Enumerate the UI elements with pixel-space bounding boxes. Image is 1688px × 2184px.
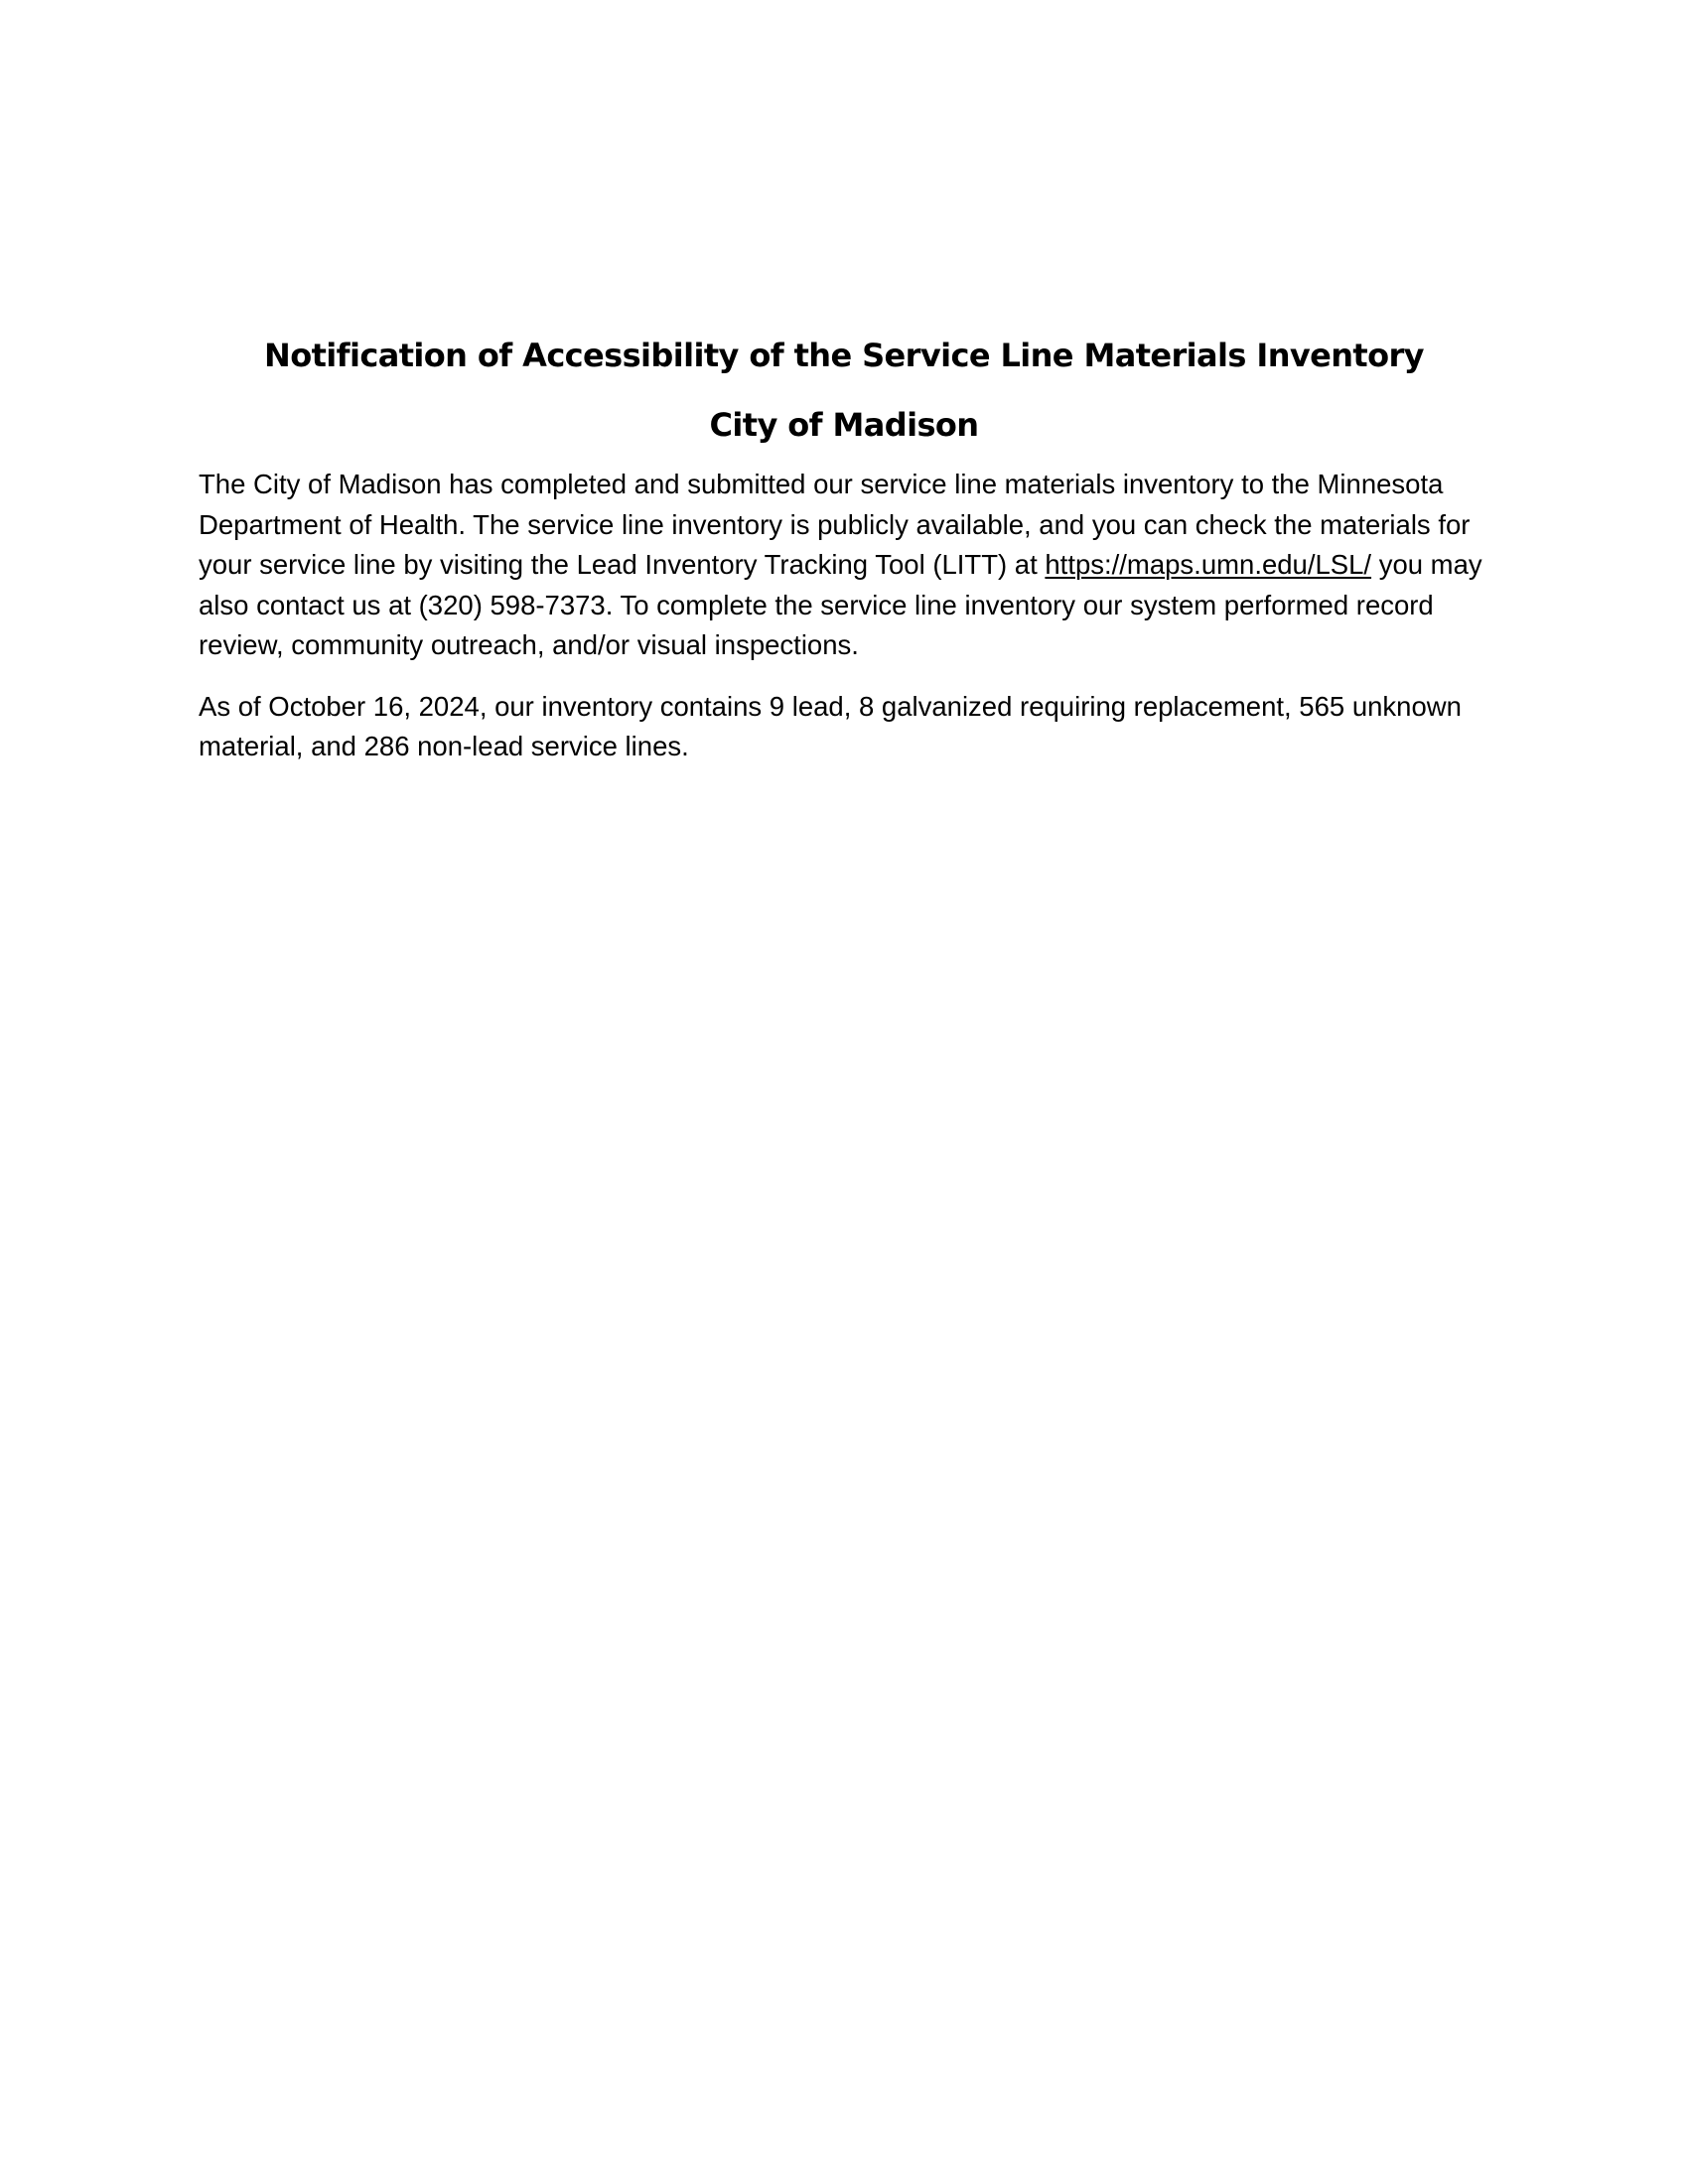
paragraph-text-after-link: you may also contact us at (320) 598-7373. To complete the service line inventory our system performed record review, community outreach, and/or visual inspections. xyxy=(199,549,1482,660)
document-body xyxy=(199,328,1489,767)
paragraph-text-before-link: The City of Madison has completed and submitted our service line materials inventory to the Minnesota Department of Health. The service line inventory is publicly available, and you can check the materials for your service line by visiting the Lead Inventory Tracking Tool (LITT) at xyxy=(199,469,1471,580)
paragraph-inventory-availability xyxy=(199,465,1494,666)
paragraph-inventory-counts: As of October 16, 2024, our inventory contains 9 lead, 8 galvanized requiring replacement, 565 unknown material, and 286 non-lead service lines. xyxy=(199,690,1462,761)
document-subtitle: City of Madison xyxy=(709,406,979,444)
litt-link[interactable]: https://maps.umn.edu/LSL/ xyxy=(1045,549,1372,580)
document-title: Notification of Accessibility of the Service Line Materials Inventory xyxy=(264,337,1424,374)
